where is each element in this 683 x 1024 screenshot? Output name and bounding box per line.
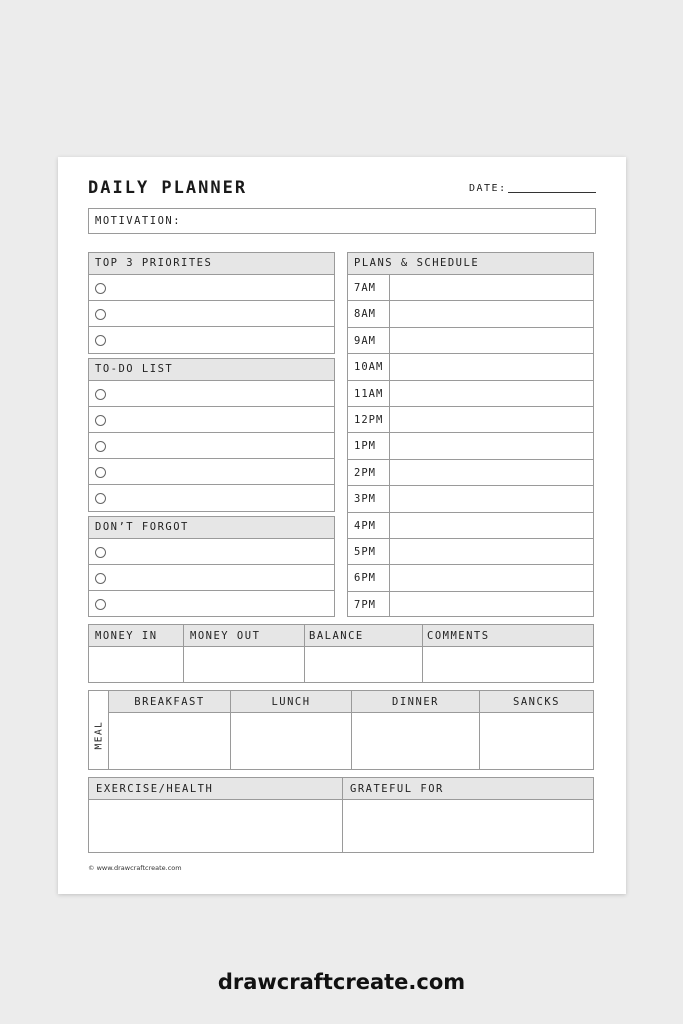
meal-table xyxy=(88,690,594,770)
list-item[interactable] xyxy=(89,300,334,326)
motivation-field[interactable] xyxy=(88,208,596,234)
motivation-label: MOTIVATION: xyxy=(95,215,182,227)
meal-label: MEAL xyxy=(93,720,105,750)
planner-page xyxy=(58,157,626,894)
comments-header: COMMENTS xyxy=(427,630,490,642)
circle-checkbox[interactable] xyxy=(95,493,106,504)
todo-section xyxy=(88,358,335,512)
list-item[interactable] xyxy=(89,380,334,406)
list-item[interactable] xyxy=(89,590,334,616)
circle-checkbox[interactable] xyxy=(95,599,106,610)
time-label: 4PM xyxy=(354,519,376,532)
lunch-header: LUNCH xyxy=(271,696,311,708)
time-label: 2PM xyxy=(354,466,376,479)
list-item[interactable] xyxy=(89,432,334,458)
list-item[interactable] xyxy=(89,458,334,484)
time-label: 10AM xyxy=(354,361,384,374)
balance-header: BALANCE xyxy=(309,630,364,642)
page-title: DAILY PLANNER xyxy=(88,178,248,198)
circle-checkbox[interactable] xyxy=(95,547,106,558)
dont-forget-heading: DON’T FORGOT xyxy=(89,517,334,539)
exercise-header: EXERCISE/HEALTH xyxy=(96,783,214,795)
circle-checkbox[interactable] xyxy=(95,309,106,320)
circle-checkbox[interactable] xyxy=(95,573,106,584)
schedule-row[interactable] xyxy=(348,512,593,538)
list-item[interactable] xyxy=(89,274,334,300)
circle-checkbox[interactable] xyxy=(95,335,106,346)
footer-site-name: drawcraftcreate.com xyxy=(217,970,466,994)
priorities-heading: TOP 3 PRIORITES xyxy=(89,253,334,275)
time-label: 11AM xyxy=(354,387,384,400)
time-label: 8AM xyxy=(354,308,376,321)
priorities-section xyxy=(88,252,335,354)
schedule-heading: PLANS & SCHEDULE xyxy=(348,253,593,275)
schedule-row[interactable] xyxy=(348,485,593,511)
todo-heading: TO-DO LIST xyxy=(89,359,334,381)
circle-checkbox[interactable] xyxy=(95,389,106,400)
dinner-header: DINNER xyxy=(392,696,439,708)
circle-checkbox[interactable] xyxy=(95,441,106,452)
time-label: 12PM xyxy=(354,414,384,426)
list-item[interactable] xyxy=(89,406,334,432)
schedule-row[interactable] xyxy=(348,564,593,590)
schedule-row[interactable] xyxy=(348,591,593,616)
schedule-row[interactable] xyxy=(348,353,593,379)
copyright-text: © www.drawcraftcreate.com xyxy=(88,864,182,872)
circle-checkbox[interactable] xyxy=(95,415,106,426)
time-label: 1PM xyxy=(354,440,376,453)
date-label: DATE: xyxy=(469,183,507,194)
schedule-section xyxy=(347,252,594,617)
schedule-row[interactable] xyxy=(348,432,593,458)
time-label: 9AM xyxy=(354,334,376,347)
schedule-row[interactable] xyxy=(348,274,593,300)
schedule-row[interactable] xyxy=(348,327,593,353)
time-label: 7AM xyxy=(354,282,376,294)
schedule-row[interactable] xyxy=(348,538,593,564)
exercise-grateful-table xyxy=(88,777,594,853)
schedule-row[interactable] xyxy=(348,300,593,326)
breakfast-header: BREAKFAST xyxy=(134,696,205,708)
time-label: 3PM xyxy=(354,493,376,506)
grateful-header: GRATEFUL FOR xyxy=(350,783,444,795)
snacks-header: SANCKS xyxy=(513,696,560,708)
circle-checkbox[interactable] xyxy=(95,283,106,294)
list-item[interactable] xyxy=(89,564,334,590)
money-out-header: MONEY OUT xyxy=(190,630,261,642)
money-in-header: MONEY IN xyxy=(95,630,158,642)
list-item[interactable] xyxy=(89,538,334,564)
time-label: 6PM xyxy=(354,572,376,585)
list-item[interactable] xyxy=(89,484,334,511)
dont-forget-section xyxy=(88,516,335,617)
time-label: 5PM xyxy=(354,546,376,558)
circle-checkbox[interactable] xyxy=(95,467,106,478)
time-label: 7PM xyxy=(354,598,376,611)
money-table xyxy=(88,624,594,683)
date-field[interactable] xyxy=(508,192,596,193)
schedule-row[interactable] xyxy=(348,406,593,432)
schedule-row[interactable] xyxy=(348,459,593,485)
schedule-row[interactable] xyxy=(348,380,593,406)
list-item[interactable] xyxy=(89,326,334,353)
